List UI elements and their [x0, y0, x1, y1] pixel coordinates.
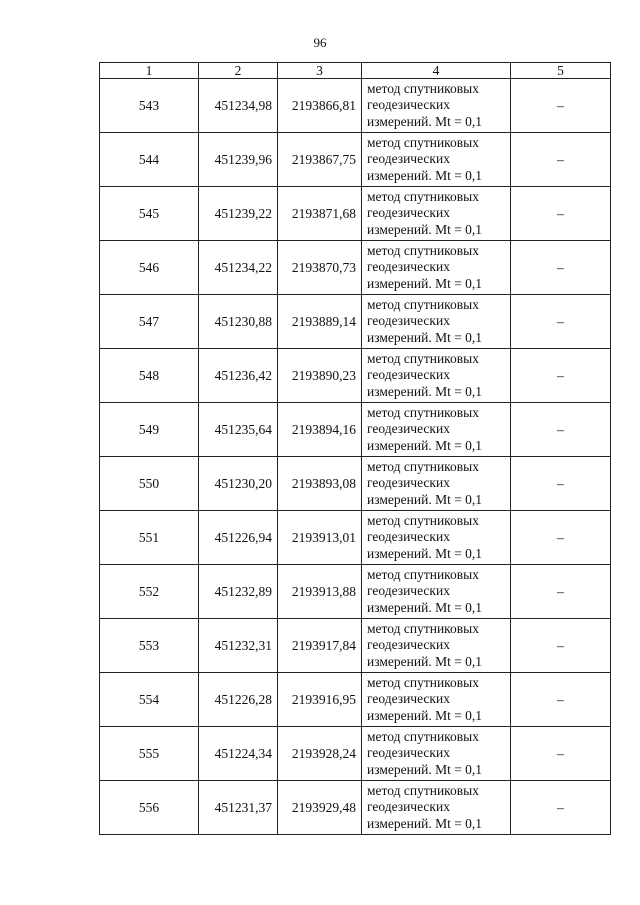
note-cell: – — [511, 727, 611, 781]
note-cell: – — [511, 187, 611, 241]
method-line: геодезических — [367, 583, 450, 599]
coordinate-y-cell: 2193928,24 — [278, 727, 362, 781]
coordinates-table — [99, 62, 611, 835]
method-line: метод спутниковых — [367, 512, 479, 528]
method-line: геодезических — [367, 151, 450, 167]
method-cell — [362, 187, 511, 241]
point-number-cell: 548 — [100, 349, 199, 403]
table-row — [100, 241, 611, 295]
note-cell: – — [511, 295, 611, 349]
method-line: метод спутниковых — [367, 134, 479, 150]
method-line: измерений. Mt = 0,1 — [367, 653, 483, 669]
method-line: измерений. Mt = 0,1 — [367, 113, 483, 129]
note-cell: – — [511, 133, 611, 187]
method-line: измерений. Mt = 0,1 — [367, 329, 483, 345]
method-line: измерений. Mt = 0,1 — [367, 761, 483, 777]
method-line: геодезических — [367, 259, 450, 275]
method-line: геодезических — [367, 313, 450, 329]
point-number-cell: 551 — [100, 511, 199, 565]
point-number-cell: 546 — [100, 241, 199, 295]
table-row — [100, 79, 611, 133]
method-line: измерений. Mt = 0,1 — [367, 545, 483, 561]
method-line: геодезических — [367, 691, 450, 707]
method-cell — [362, 781, 511, 835]
table-row — [100, 187, 611, 241]
coordinate-x-cell: 451224,34 — [199, 727, 278, 781]
method-line: измерений. Mt = 0,1 — [367, 221, 483, 237]
coordinate-x-cell: 451230,88 — [199, 295, 278, 349]
point-number-cell: 545 — [100, 187, 199, 241]
coordinate-x-cell: 451232,89 — [199, 565, 278, 619]
coordinate-x-cell: 451239,96 — [199, 133, 278, 187]
method-line: метод спутниковых — [367, 188, 479, 204]
method-line: метод спутниковых — [367, 620, 479, 636]
method-cell — [362, 295, 511, 349]
note-cell: – — [511, 619, 611, 673]
table-header-row — [100, 63, 611, 79]
method-line: геодезических — [367, 475, 450, 491]
coordinate-y-cell: 2193916,95 — [278, 673, 362, 727]
note-cell: – — [511, 457, 611, 511]
method-line: измерений. Mt = 0,1 — [367, 599, 483, 615]
coordinate-x-cell: 451226,94 — [199, 511, 278, 565]
note-cell: – — [511, 511, 611, 565]
method-cell — [362, 673, 511, 727]
method-line: геодезических — [367, 799, 450, 815]
point-number-cell: 555 — [100, 727, 199, 781]
method-cell — [362, 79, 511, 133]
point-number-cell: 556 — [100, 781, 199, 835]
coordinate-y-cell: 2193913,01 — [278, 511, 362, 565]
table-row — [100, 619, 611, 673]
method-line: геодезических — [367, 205, 450, 221]
method-line: измерений. Mt = 0,1 — [367, 707, 483, 723]
method-line: метод спутниковых — [367, 728, 479, 744]
method-cell — [362, 403, 511, 457]
table-row — [100, 349, 611, 403]
method-line: метод спутниковых — [367, 80, 479, 96]
table-body — [100, 79, 611, 835]
coordinate-y-cell: 2193871,68 — [278, 187, 362, 241]
coordinate-y-cell: 2193867,75 — [278, 133, 362, 187]
coordinate-y-cell: 2193870,73 — [278, 241, 362, 295]
method-line: метод спутниковых — [367, 674, 479, 690]
method-line: геодезических — [367, 97, 450, 113]
method-line: измерений. Mt = 0,1 — [367, 437, 483, 453]
column-header: 2 — [199, 63, 278, 79]
table-row — [100, 133, 611, 187]
method-line: измерений. Mt = 0,1 — [367, 167, 483, 183]
coordinate-x-cell: 451236,42 — [199, 349, 278, 403]
method-line: геодезических — [367, 745, 450, 761]
coordinate-y-cell: 2193917,84 — [278, 619, 362, 673]
method-cell — [362, 457, 511, 511]
method-line: метод спутниковых — [367, 296, 479, 312]
coordinate-y-cell: 2193889,14 — [278, 295, 362, 349]
coordinate-y-cell: 2193890,23 — [278, 349, 362, 403]
note-cell: – — [511, 781, 611, 835]
method-cell — [362, 565, 511, 619]
point-number-cell: 554 — [100, 673, 199, 727]
table-row — [100, 673, 611, 727]
note-cell: – — [511, 241, 611, 295]
method-line: геодезических — [367, 529, 450, 545]
method-cell — [362, 349, 511, 403]
note-cell: – — [511, 673, 611, 727]
note-cell: – — [511, 565, 611, 619]
method-line: измерений. Mt = 0,1 — [367, 383, 483, 399]
method-cell — [362, 133, 511, 187]
coordinate-x-cell: 451235,64 — [199, 403, 278, 457]
point-number-cell: 552 — [100, 565, 199, 619]
method-line: измерений. Mt = 0,1 — [367, 275, 483, 291]
point-number-cell: 543 — [100, 79, 199, 133]
coordinate-y-cell: 2193929,48 — [278, 781, 362, 835]
method-line: геодезических — [367, 421, 450, 437]
method-line: геодезических — [367, 367, 450, 383]
page-number: 96 — [313, 35, 327, 50]
coordinate-y-cell: 2193894,16 — [278, 403, 362, 457]
coordinate-x-cell: 451231,37 — [199, 781, 278, 835]
table-row — [100, 457, 611, 511]
table-row — [100, 727, 611, 781]
coordinate-y-cell: 2193913,88 — [278, 565, 362, 619]
point-number-cell: 547 — [100, 295, 199, 349]
point-number-cell: 549 — [100, 403, 199, 457]
point-number-cell: 550 — [100, 457, 199, 511]
column-header: 3 — [278, 63, 362, 79]
coordinate-x-cell: 451232,31 — [199, 619, 278, 673]
column-header: 5 — [511, 63, 611, 79]
point-number-cell: 553 — [100, 619, 199, 673]
method-line: метод спутниковых — [367, 404, 479, 420]
column-header: 4 — [362, 63, 511, 79]
table-row — [100, 781, 611, 835]
method-cell — [362, 241, 511, 295]
note-cell: – — [511, 403, 611, 457]
coordinate-x-cell: 451226,28 — [199, 673, 278, 727]
method-line: измерений. Mt = 0,1 — [367, 491, 483, 507]
coordinate-y-cell: 2193866,81 — [278, 79, 362, 133]
note-cell: – — [511, 79, 611, 133]
method-line: метод спутниковых — [367, 782, 479, 798]
table-row — [100, 511, 611, 565]
point-number-cell: 544 — [100, 133, 199, 187]
column-header: 1 — [100, 63, 199, 79]
method-cell — [362, 727, 511, 781]
method-line: метод спутниковых — [367, 566, 479, 582]
table-row — [100, 295, 611, 349]
method-cell — [362, 511, 511, 565]
method-line: метод спутниковых — [367, 242, 479, 258]
method-line: метод спутниковых — [367, 458, 479, 474]
note-cell: – — [511, 349, 611, 403]
coordinate-x-cell: 451234,22 — [199, 241, 278, 295]
coordinate-x-cell: 451234,98 — [199, 79, 278, 133]
method-cell — [362, 619, 511, 673]
method-line: измерений. Mt = 0,1 — [367, 815, 483, 831]
coordinate-x-cell: 451239,22 — [199, 187, 278, 241]
method-line: геодезических — [367, 637, 450, 653]
table-row — [100, 565, 611, 619]
table-row — [100, 403, 611, 457]
coordinate-y-cell: 2193893,08 — [278, 457, 362, 511]
method-line: метод спутниковых — [367, 350, 479, 366]
coordinate-x-cell: 451230,20 — [199, 457, 278, 511]
